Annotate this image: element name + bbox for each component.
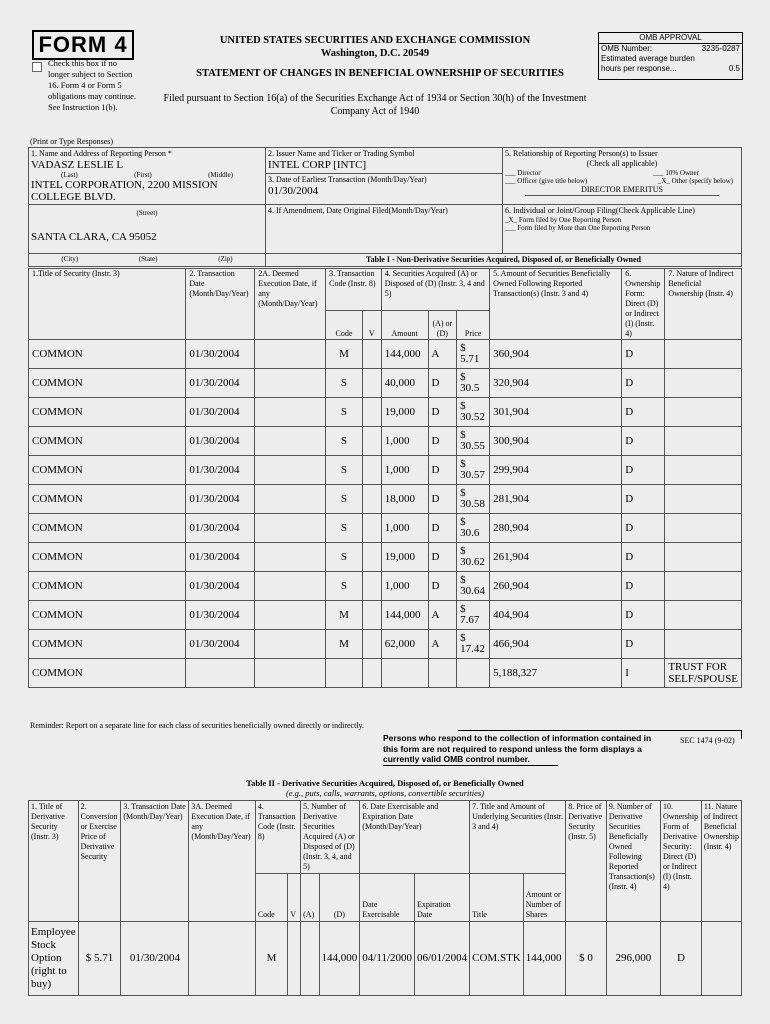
t1-code: S: [326, 456, 363, 485]
t2-title-h: Title: [470, 874, 524, 922]
t1-row: [29, 427, 742, 456]
address-line-1: INTEL CORPORATION, 2200 MISSION: [31, 179, 218, 191]
t1-ad: [428, 659, 457, 688]
t2-h3: 3. Transaction Date (Month/Day/Year): [121, 801, 189, 922]
omb-hours-label: hours per response...: [601, 64, 677, 73]
t1-row: [29, 659, 742, 688]
t1-date: 01/30/2004: [186, 485, 255, 514]
t1-code: S: [326, 398, 363, 427]
t1-owned: 280,904: [490, 514, 622, 543]
t1-deemed: [255, 630, 326, 659]
city-label: (City): [61, 255, 79, 263]
other-option: Other (specify below): [671, 177, 733, 185]
t1-code: S: [326, 369, 363, 398]
t1-nature: [665, 398, 742, 427]
t1-owned: 261,904: [490, 543, 622, 572]
t1-price: $ 30.57: [457, 456, 490, 485]
t1-security: COMMON: [29, 572, 186, 601]
t1-nature: [665, 630, 742, 659]
t1-h3: 3. Transaction Code (Instr. 8): [326, 269, 382, 311]
t1-deemed: [255, 340, 326, 369]
omb-approval-box: [598, 32, 743, 80]
t1-nature: [665, 601, 742, 630]
print-note: (Print or Type Responses): [30, 137, 114, 146]
t1-security: COMMON: [29, 514, 186, 543]
t1-amount: 1,000: [381, 427, 428, 456]
omb-burden-label: Estimated average burden: [601, 54, 695, 63]
filed-pursuant: [140, 92, 610, 118]
t1-h2: 2. Transaction Date (Month/Day/Year): [186, 269, 255, 340]
t1-price: $ 30.64: [457, 572, 490, 601]
agency-location: Washington, D.C. 20549: [320, 48, 430, 59]
t1-code: M: [326, 601, 363, 630]
t1-row: [29, 456, 742, 485]
t1-owned: 281,904: [490, 485, 622, 514]
reminder-note: Reminder: Report on a separate line for each class of securities beneficially owned directly or indirectly.: [30, 721, 365, 730]
amendment-cell: [266, 205, 503, 254]
t1-security: COMMON: [29, 601, 186, 630]
t1-v: [362, 601, 381, 630]
t1-row: [29, 601, 742, 630]
t1-amount: 19,000: [381, 543, 428, 572]
name-label: 1. Name and Address of Reporting Person *: [31, 149, 172, 158]
t1-price: $ 30.55: [457, 427, 490, 456]
t1-v: [362, 398, 381, 427]
t2-h1: 1. Title of Derivative Security (Instr. 3): [29, 801, 79, 922]
t1-date: 01/30/2004: [186, 398, 255, 427]
reporting-name-cell: [29, 148, 266, 205]
t1-date: 01/30/2004: [186, 514, 255, 543]
t1-owned: 320,904: [490, 369, 622, 398]
t1-price: $ 7.67: [457, 601, 490, 630]
t1-v: [362, 485, 381, 514]
t2-expiration-h: Expiration Date: [415, 874, 470, 922]
t1-form: D: [622, 601, 665, 630]
table2-title: [150, 778, 620, 798]
t1-amount: 144,000: [381, 340, 428, 369]
t1-security: COMMON: [29, 543, 186, 572]
t1-date: 01/30/2004: [186, 369, 255, 398]
t1-security: COMMON: [29, 659, 186, 688]
t2-h8: 8. Price of Derivative Security (Instr. 5): [566, 801, 607, 922]
t1-h4: 4. Securities Acquired (A) or Disposed of (D) (Instr. 3, 4 and 5): [381, 269, 489, 311]
t2-price: $ 5.71: [78, 922, 121, 996]
t1-security: COMMON: [29, 427, 186, 456]
t1-ad: D: [428, 543, 457, 572]
t1-date: 01/30/2004: [186, 630, 255, 659]
other-mark: X: [661, 177, 667, 185]
t1-row: [29, 340, 742, 369]
earliest-date-label: 3. Date of Earliest Transaction (Month/Day/Year): [268, 175, 427, 184]
filed-line-1: Filed pursuant to Section 16(a) of the Securities Exchange Act of 1934 or Section 30(h) of the Investment: [163, 93, 587, 104]
statement-title: STATEMENT OF CHANGES IN BENEFICIAL OWNERSHIP OF SECURITIES: [196, 68, 564, 79]
owner10-option: 10% Owner: [665, 169, 699, 177]
t1-form: D: [622, 456, 665, 485]
t1-ad: D: [428, 485, 457, 514]
t1-price: $ 30.58: [457, 485, 490, 514]
t1-amount: 62,000: [381, 630, 428, 659]
t1-amount: 1,000: [381, 572, 428, 601]
t1-code: M: [326, 630, 363, 659]
t1-h6: 6. Ownership Form: Direct (D) or Indirect (I) (Instr. 4): [622, 269, 665, 340]
t1-v-h: V: [362, 311, 381, 340]
t1-form: D: [622, 369, 665, 398]
t1-deemed: [255, 572, 326, 601]
t2-deriv-price: $ 0: [566, 922, 607, 996]
t1-h7: 7. Nature of Indirect Beneficial Ownership (Instr. 4): [665, 269, 742, 340]
t1-nature: [665, 369, 742, 398]
t1-v: [362, 427, 381, 456]
t1-price: [457, 659, 490, 688]
relationship-title: DIRECTOR EMERITUS: [525, 185, 719, 196]
reporting-person-table: [28, 147, 742, 267]
t2-v: [288, 922, 301, 996]
t1-security: COMMON: [29, 630, 186, 659]
t1-form: I: [622, 659, 665, 688]
agency-heading: [180, 34, 570, 60]
t1-price: $ 30.6: [457, 514, 490, 543]
t1-deemed: [255, 485, 326, 514]
t2-h5: 5. Number of Derivative Securities Acquired (A) or Disposed of (D) (Instr. 3, 4, and 5): [301, 801, 360, 874]
t1-deemed: [255, 456, 326, 485]
t1-ad-h: (A) or (D): [428, 311, 457, 340]
t1-row: [29, 543, 742, 572]
t1-v: [362, 369, 381, 398]
issuer-label: 2. Issuer Name and Ticker or Trading Symbol: [268, 149, 415, 158]
t1-row: [29, 369, 742, 398]
t2-owned: 296,000: [606, 922, 660, 996]
t2-expiration: 06/01/2004: [415, 922, 470, 996]
t1-code-h: Code: [326, 311, 363, 340]
earliest-date: 01/30/2004: [268, 185, 319, 197]
t1-amount: 19,000: [381, 398, 428, 427]
t1-v: [362, 659, 381, 688]
t1-security: COMMON: [29, 485, 186, 514]
t1-ad: D: [428, 514, 457, 543]
street-cell: [29, 205, 266, 254]
state-label: (State): [138, 255, 158, 263]
t1-nature: [665, 572, 742, 601]
director-option: Director: [517, 169, 541, 177]
table2: [28, 800, 742, 996]
t1-ad: D: [428, 427, 457, 456]
t2-deemed: [189, 922, 255, 996]
t1-v: [362, 514, 381, 543]
table1: [28, 268, 742, 688]
t2-v-h: V: [288, 874, 301, 922]
t1-row: [29, 630, 742, 659]
t2-exercisable-h: Date Exercisable: [360, 874, 415, 922]
t1-security: COMMON: [29, 398, 186, 427]
t1-nature: [665, 427, 742, 456]
t1-amount: 40,000: [381, 369, 428, 398]
t1-form: D: [622, 398, 665, 427]
filing-more: Form filed by More than One Reporting Person: [517, 224, 651, 232]
t2-h11: 11. Nature of Indirect Beneficial Ownership (Instr. 4): [701, 801, 741, 922]
t1-amount: 1,000: [381, 514, 428, 543]
t1-date: [186, 659, 255, 688]
t1-price: $ 17.42: [457, 630, 490, 659]
issuer-name: INTEL CORP [INTC]: [268, 159, 367, 171]
t2-d: 144,000: [319, 922, 360, 996]
t2-row: [29, 922, 742, 996]
t1-amount: 1,000: [381, 456, 428, 485]
t1-code: S: [326, 514, 363, 543]
t2-a-h: (A): [301, 874, 319, 922]
t1-owned: 299,904: [490, 456, 622, 485]
t2-amount-h: Amount or Number of Shares: [523, 874, 566, 922]
t1-v: [362, 340, 381, 369]
table1-title: Table I - Non-Derivative Securities Acquired, Disposed of, or Beneficially Owned: [266, 254, 742, 267]
t2-h4: 4. Transaction Code (Instr. 8): [255, 801, 300, 874]
t1-price: $ 5.71: [457, 340, 490, 369]
reporting-name: VADASZ LESLIE L: [31, 159, 124, 171]
city-state-zip: SANTA CLARA, CA 95052: [31, 231, 157, 243]
t1-row: [29, 514, 742, 543]
t2-h9: 9. Number of Derivative Securities Beneficially Owned Following Reported Transaction(s) (Instr. 4): [606, 801, 660, 922]
t1-form: D: [622, 427, 665, 456]
t1-date: 01/30/2004: [186, 601, 255, 630]
filed-line-2: Company Act of 1940: [330, 106, 420, 117]
t1-ad: D: [428, 369, 457, 398]
officer-option: Officer (give title below): [517, 177, 588, 185]
t1-h5: 5. Amount of Securities Beneficially Owned Following Reported Transaction(s) (Instr. 3 and 4): [490, 269, 622, 340]
t1-date: 01/30/2004: [186, 427, 255, 456]
t2-security: Employee Stock Option (right to buy): [29, 922, 79, 996]
t1-h2a: 2A. Deemed Execution Date, if any (Month/Day/Year): [255, 269, 326, 340]
t2-h2: 2. Conversion or Exercise Price of Derivative Security: [78, 801, 121, 922]
t2-form: D: [661, 922, 702, 996]
sec-code: SEC 1474 (9-02): [680, 736, 735, 745]
t1-security: COMMON: [29, 340, 186, 369]
persons-note: Persons who respond to the collection of information contained in this form are not required to respond unless the form displays a currently valid OMB control number.: [383, 733, 652, 764]
t1-nature: [665, 514, 742, 543]
t1-form: D: [622, 340, 665, 369]
t1-deemed: [255, 398, 326, 427]
form-title: FORM 4: [32, 30, 134, 60]
street-label: (Street): [136, 209, 158, 217]
address-line-2: COLLEGE BLVD.: [31, 191, 116, 203]
t1-nature: TRUST FOR SELF/SPOUSE: [665, 659, 742, 688]
omb-hours: 0.5: [728, 64, 740, 73]
t1-ad: A: [428, 340, 457, 369]
t2-d-h: (D): [319, 874, 360, 922]
t1-deemed: [255, 659, 326, 688]
t1-nature: [665, 340, 742, 369]
t2-nature: [701, 922, 741, 996]
t1-code: S: [326, 572, 363, 601]
t2-und-title: COM.STK: [470, 922, 524, 996]
t1-deemed: [255, 514, 326, 543]
relationship-label: 5. Relationship of Reporting Person(s) to Issuer: [505, 149, 658, 158]
t1-v: [362, 456, 381, 485]
t2-h3a: 3A. Deemed Execution Date, if any (Month/Day/Year): [189, 801, 255, 922]
t1-owned: 300,904: [490, 427, 622, 456]
t1-price: $ 30.5: [457, 369, 490, 398]
middle-label: (Middle): [208, 171, 233, 179]
t1-owned: 404,904: [490, 601, 622, 630]
t2-exercisable: 04/11/2000: [360, 922, 415, 996]
omb-number: 3235-0287: [701, 44, 740, 53]
t1-code: S: [326, 543, 363, 572]
t1-form: D: [622, 543, 665, 572]
t1-ad: A: [428, 630, 457, 659]
omb-number-label: OMB Number:: [601, 44, 653, 53]
t1-form: D: [622, 514, 665, 543]
t1-h1: 1.Title of Security (Instr. 3): [29, 269, 186, 340]
t1-deemed: [255, 601, 326, 630]
persons-rule: [383, 765, 558, 766]
t1-owned: 466,904: [490, 630, 622, 659]
t1-form: D: [622, 630, 665, 659]
t2-h7: 7. Title and Amount of Underlying Securities (Instr. 3 and 4): [470, 801, 566, 874]
city-state-zip-labels: [29, 254, 266, 267]
t1-amount-h: Amount: [381, 311, 428, 340]
t1-date: 01/30/2004: [186, 340, 255, 369]
t1-code: [326, 659, 363, 688]
t1-price-h: Price: [457, 311, 490, 340]
agency-name: UNITED STATES SECURITIES AND EXCHANGE COMMISSION: [219, 35, 531, 46]
t1-row: [29, 485, 742, 514]
t1-v: [362, 543, 381, 572]
relationship-sub: (Check all applicable): [586, 159, 658, 168]
t1-date: 01/30/2004: [186, 456, 255, 485]
amendment-label: 4. If Amendment, Date Original Filed(Month/Day/Year): [268, 206, 448, 215]
t2-date: 01/30/2004: [121, 922, 189, 996]
checkbox-instruction: Check this box if no longer subject to Section 16. Form 4 or Form 5 obligations may continue. See Instruction 1(b).: [48, 58, 137, 112]
table2-subtitle: (e.g., puts, calls, warrants, options, convertible securities): [285, 788, 485, 798]
t2-und-amount: 144,000: [523, 922, 566, 996]
t1-form: D: [622, 572, 665, 601]
t1-ad: A: [428, 601, 457, 630]
t1-nature: [665, 543, 742, 572]
filing-label: 6. Individual or Joint/Group Filing(Check Applicable Line): [505, 206, 695, 215]
t1-row: [29, 398, 742, 427]
t1-form: D: [622, 485, 665, 514]
t1-price: $ 30.52: [457, 398, 490, 427]
t1-owned: 260,904: [490, 572, 622, 601]
t1-nature: [665, 485, 742, 514]
t1-security: COMMON: [29, 456, 186, 485]
t1-amount: 144,000: [381, 601, 428, 630]
t1-ad: D: [428, 456, 457, 485]
t1-amount: 18,000: [381, 485, 428, 514]
t1-v: [362, 572, 381, 601]
t1-owned: 5,188,327: [490, 659, 622, 688]
filing-one: Form filed by One Reporting Person: [518, 216, 622, 224]
last-label: (Last): [61, 171, 78, 179]
t2-a: [301, 922, 319, 996]
t1-code: M: [326, 340, 363, 369]
t1-date: 01/30/2004: [186, 543, 255, 572]
t1-deemed: [255, 543, 326, 572]
t1-deemed: [255, 369, 326, 398]
t1-deemed: [255, 427, 326, 456]
t2-code-h: Code: [255, 874, 287, 922]
relationship-cell: 5. Relationship of Reporting Person(s) to Issuer (Check all applicable) ___ Director ___ 10% Owner ___ Officer (give title below) _X_ Other (specify below) DIRECTOR EMERITUS: [503, 148, 742, 205]
no-longer-subject-checkbox[interactable]: [32, 62, 42, 72]
filing-cell: 6. Individual or Joint/Group Filing(Check Applicable Line) _X_ Form filed by One Reporting Person ___ Form filed by More than One Reporting Person: [503, 205, 742, 254]
t1-ad: D: [428, 398, 457, 427]
table2-title-text: Table II - Derivative Securities Acquired, Disposed of, or Beneficially Owned: [246, 778, 524, 788]
t2-h6: 6. Date Exercisable and Expiration Date (Month/Day/Year): [360, 801, 470, 874]
t1-ad: D: [428, 572, 457, 601]
issuer-date-cell: [266, 148, 503, 205]
t2-h10: 10. Ownership Form of Derivative Security: Direct (D) or Indirect (I) (Instr. 4): [661, 801, 702, 922]
t1-owned: 301,904: [490, 398, 622, 427]
t1-amount: [381, 659, 428, 688]
zip-label: (Zip): [218, 255, 233, 263]
t1-owned: 360,904: [490, 340, 622, 369]
t1-code: S: [326, 427, 363, 456]
first-label: (First): [134, 171, 152, 179]
t2-code: M: [255, 922, 287, 996]
filing-one-mark: X: [508, 216, 514, 224]
t1-code: S: [326, 485, 363, 514]
t1-date: 01/30/2004: [186, 572, 255, 601]
t1-v: [362, 630, 381, 659]
t1-nature: [665, 456, 742, 485]
t1-row: [29, 572, 742, 601]
omb-title: OMB APPROVAL: [599, 33, 742, 44]
t1-security: COMMON: [29, 369, 186, 398]
t1-price: $ 30.62: [457, 543, 490, 572]
